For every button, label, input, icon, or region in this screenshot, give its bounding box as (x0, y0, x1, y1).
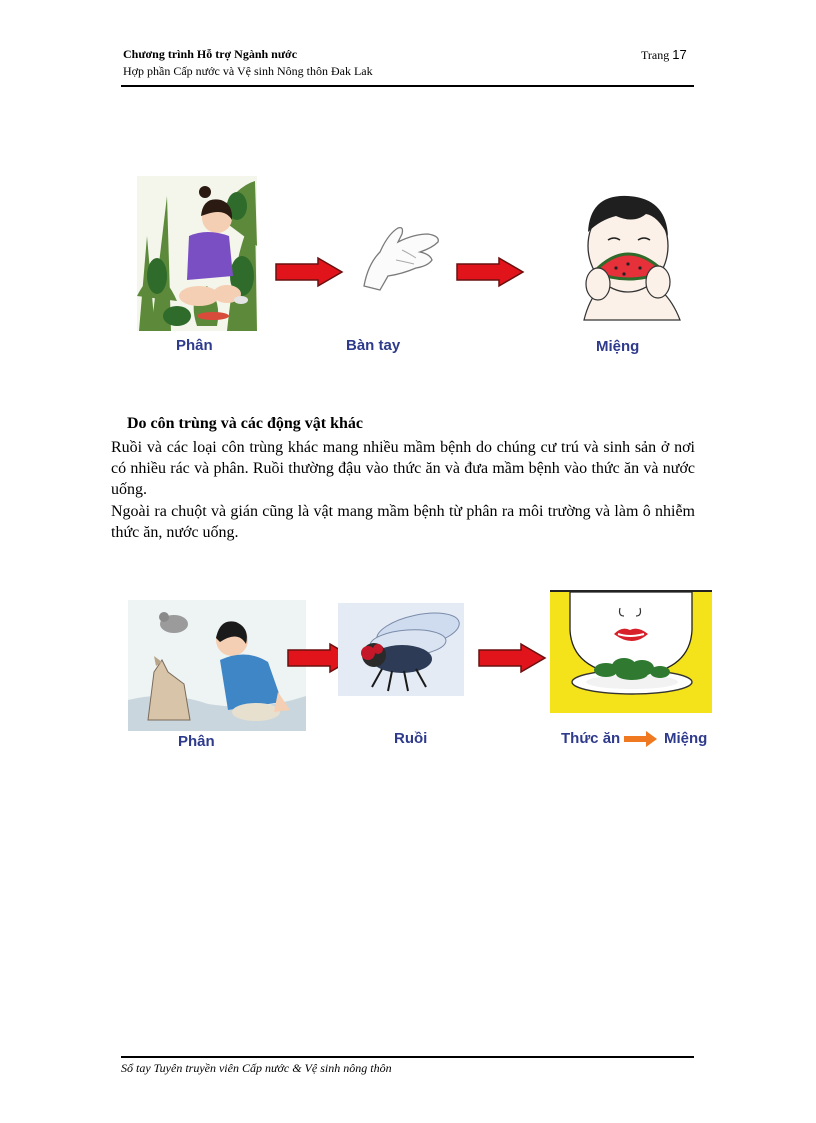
label-food: Thức ăn (561, 730, 621, 747)
child-squatting-illustration (137, 176, 257, 331)
child-and-animals-illustration (128, 600, 306, 731)
fly-illustration (338, 603, 464, 696)
arrow-right-icon (455, 256, 525, 288)
label-mouth: Miệng (596, 338, 640, 355)
page-indicator (641, 47, 687, 63)
label-feces-2: Phân (178, 733, 215, 750)
label-fly: Ruồi (394, 730, 428, 747)
label-hand: Bàn tay (346, 337, 401, 354)
section-heading: Do côn trùng và các động vật khác (127, 415, 364, 432)
page-label: Trang (641, 48, 670, 62)
open-hand-illustration (358, 214, 444, 292)
footer-text: Sổ tay Tuyên truyền viên Cấp nước & Vệ sinh nông thôn (121, 1061, 392, 1075)
program-title: Chương trình Hỗ trợ Ngành nước (123, 47, 298, 61)
small-arrow-right-icon (624, 730, 658, 748)
paragraph-insects: Ruồi và các loại côn trùng khác mang nhiều mầm bệnh do chúng cư trú và sinh sản ở nơi có nhiều rác và phân. Ruồi thường đậu vào thức ăn và đưa mầm bệnh vào thức ăn và nước uống. (111, 439, 695, 498)
arrow-right-icon (477, 642, 547, 674)
boy-eating-watermelon-illustration (554, 180, 691, 327)
label-feces: Phân (176, 337, 213, 354)
mouth-and-food-plate-illustration (550, 590, 712, 713)
page-number: 17 (672, 47, 687, 62)
header-rule (121, 85, 694, 87)
component-title: Hợp phần Cấp nước và Vệ sinh Nông thôn Đak Lak (123, 64, 373, 78)
label-mouth-2: Miệng (664, 730, 708, 747)
paragraph-rodents: Ngoài ra chuột và gián cũng là vật mang mầm bệnh từ phân ra môi trường và làm ô nhiễm thức ăn, nước uống. (111, 503, 695, 541)
arrow-right-icon (274, 256, 344, 288)
footer-rule (121, 1056, 694, 1058)
